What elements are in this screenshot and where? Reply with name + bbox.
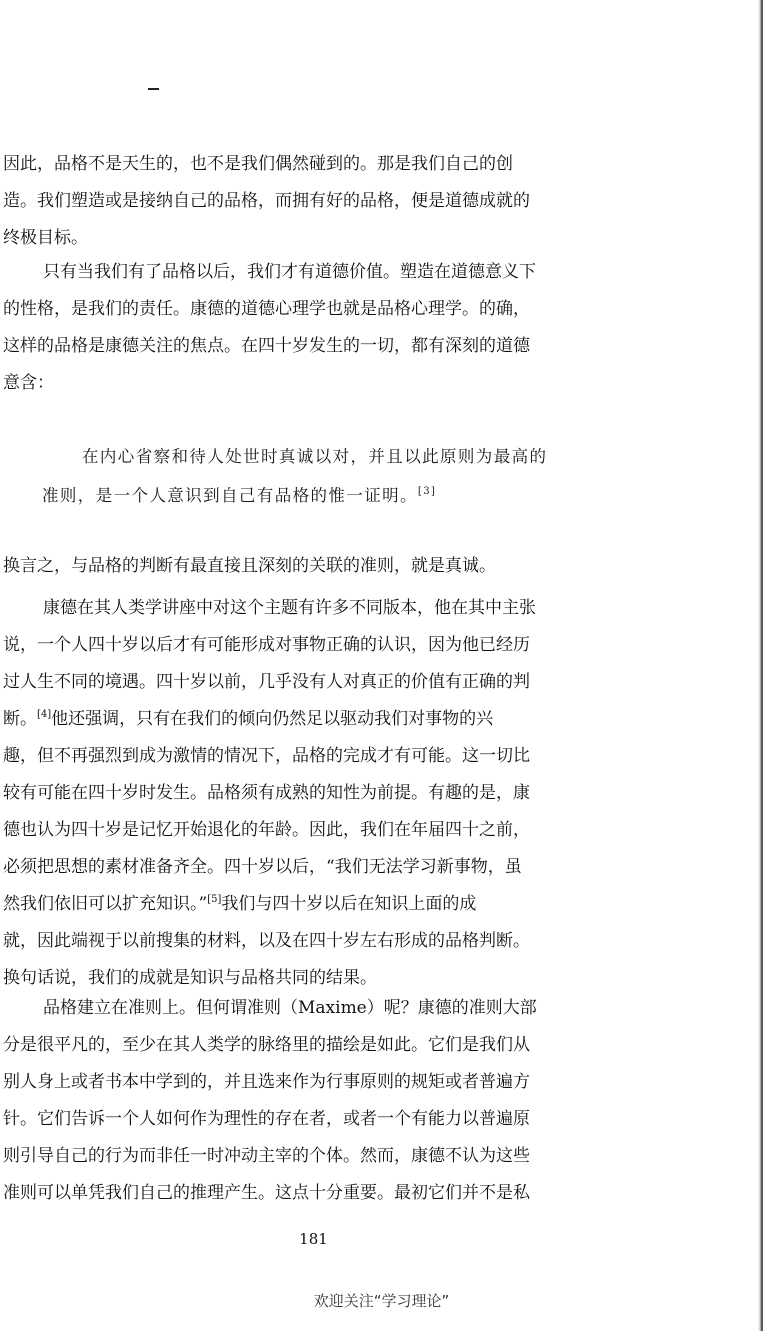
block-quote xyxy=(42,437,626,515)
text-line: 准则可以单凭我们自己的推理产生。这点十分重要。最初它们并不是私 xyxy=(3,1183,530,1203)
text-line: 只有当我们有了品格以后，我们才有道德价值。塑造在道德意义下 xyxy=(43,262,536,282)
text-segment: 然我们依旧可以扩充知识。” xyxy=(3,894,208,914)
paragraph-1 xyxy=(3,146,627,257)
text-line: 品格建立在准则上。但何谓准则（Maxime）呢？康德的准则大部 xyxy=(43,998,537,1018)
footnote-ref[interactable]: [5] xyxy=(207,894,222,905)
paragraph-5 xyxy=(3,990,627,1212)
text-line: 德也认为四十岁是记忆开始退化的年龄。因此，我们在年届四十之前， xyxy=(3,820,530,840)
page-number: 181 xyxy=(299,1230,328,1248)
text-line: 的性格，是我们的责任。康德的道德心理学也就是品格心理学。的确， xyxy=(3,299,530,319)
text-line: 因此，品格不是天生的，也不是我们偶然碰到的。那是我们自己的创 xyxy=(3,154,513,174)
text-line: 必须把思想的素材准备齐全。四十岁以后，“我们无法学习新事物，虽 xyxy=(3,857,522,877)
text-line: 这样的品格是康德关注的焦点。在四十岁发生的一切，都有深刻的道德 xyxy=(3,336,530,356)
quote-line: 在内心省察和待人处世时真诚以对，并且以此原则为最高的 xyxy=(82,447,548,466)
text-line: 分是很平凡的，至少在其人类学的脉络里的描绘是如此。它们是我们从 xyxy=(3,1035,530,1055)
text-line: 就，因此端视于以前搜集的材料，以及在四十岁左右形成的品格判断。 xyxy=(3,931,530,951)
text-line: 造。我们塑造或是接纳自己的品格，而拥有好的品格，便是道德成就的 xyxy=(3,191,530,211)
text-line: 趣，但不再强烈到成为激情的情况下，品格的完成才有可能。这一切比 xyxy=(3,746,530,766)
text-line: 意含： xyxy=(3,373,54,393)
text-line: 换句话说，我们的成就是知识与品格共同的结果。 xyxy=(3,968,377,988)
text-segment: 断。 xyxy=(3,709,37,729)
text-line: 过人生不同的境遇。四十岁以前，几乎没有人对真正的价值有正确的判 xyxy=(3,672,530,692)
footnote-ref[interactable]: [4] xyxy=(37,709,52,720)
quote-line: 准则，是一个人意识到自己有品格的惟一证明。 xyxy=(42,486,418,505)
text-line: 则引导自己的行为而非任一时冲动主宰的个体。然而，康德不认为这些 xyxy=(3,1146,530,1166)
paragraph-3 xyxy=(3,548,627,585)
footer-caption: 欢迎关注“学习理论” xyxy=(313,1292,450,1310)
text-segment: 我们与四十岁以后在知识上面的成 xyxy=(221,894,477,914)
stray-mark xyxy=(148,88,159,90)
text-line: 换言之，与品格的判断有最直接且深刻的关联的准则，就是真诚。 xyxy=(3,556,496,576)
paragraph-4 xyxy=(3,590,627,997)
text-line: 康德在其人类学讲座中对这个主题有许多不同版本，他在其中主张 xyxy=(43,598,536,618)
text-segment: 他还强调，只有在我们的倾向仍然足以驱动我们对事物的兴 xyxy=(51,709,494,729)
text-line: 针。它们告诉一个人如何作为理性的存在者，或者一个有能力以普遍原 xyxy=(3,1109,530,1129)
text-line: 终极目标。 xyxy=(3,228,88,248)
footnote-ref[interactable]: [3] xyxy=(417,486,437,497)
paragraph-2 xyxy=(3,254,627,402)
text-line: 别人身上或者书本中学到的，并且选来作为行事原则的规矩或者普遍方 xyxy=(3,1072,530,1092)
scan-edge xyxy=(758,0,763,1331)
text-line: 说，一个人四十岁以后才有可能形成对事物正确的认识，因为他已经历 xyxy=(3,635,530,655)
text-line: 较有可能在四十岁时发生。品格须有成熟的知性为前提。有趣的是，康 xyxy=(3,783,530,803)
